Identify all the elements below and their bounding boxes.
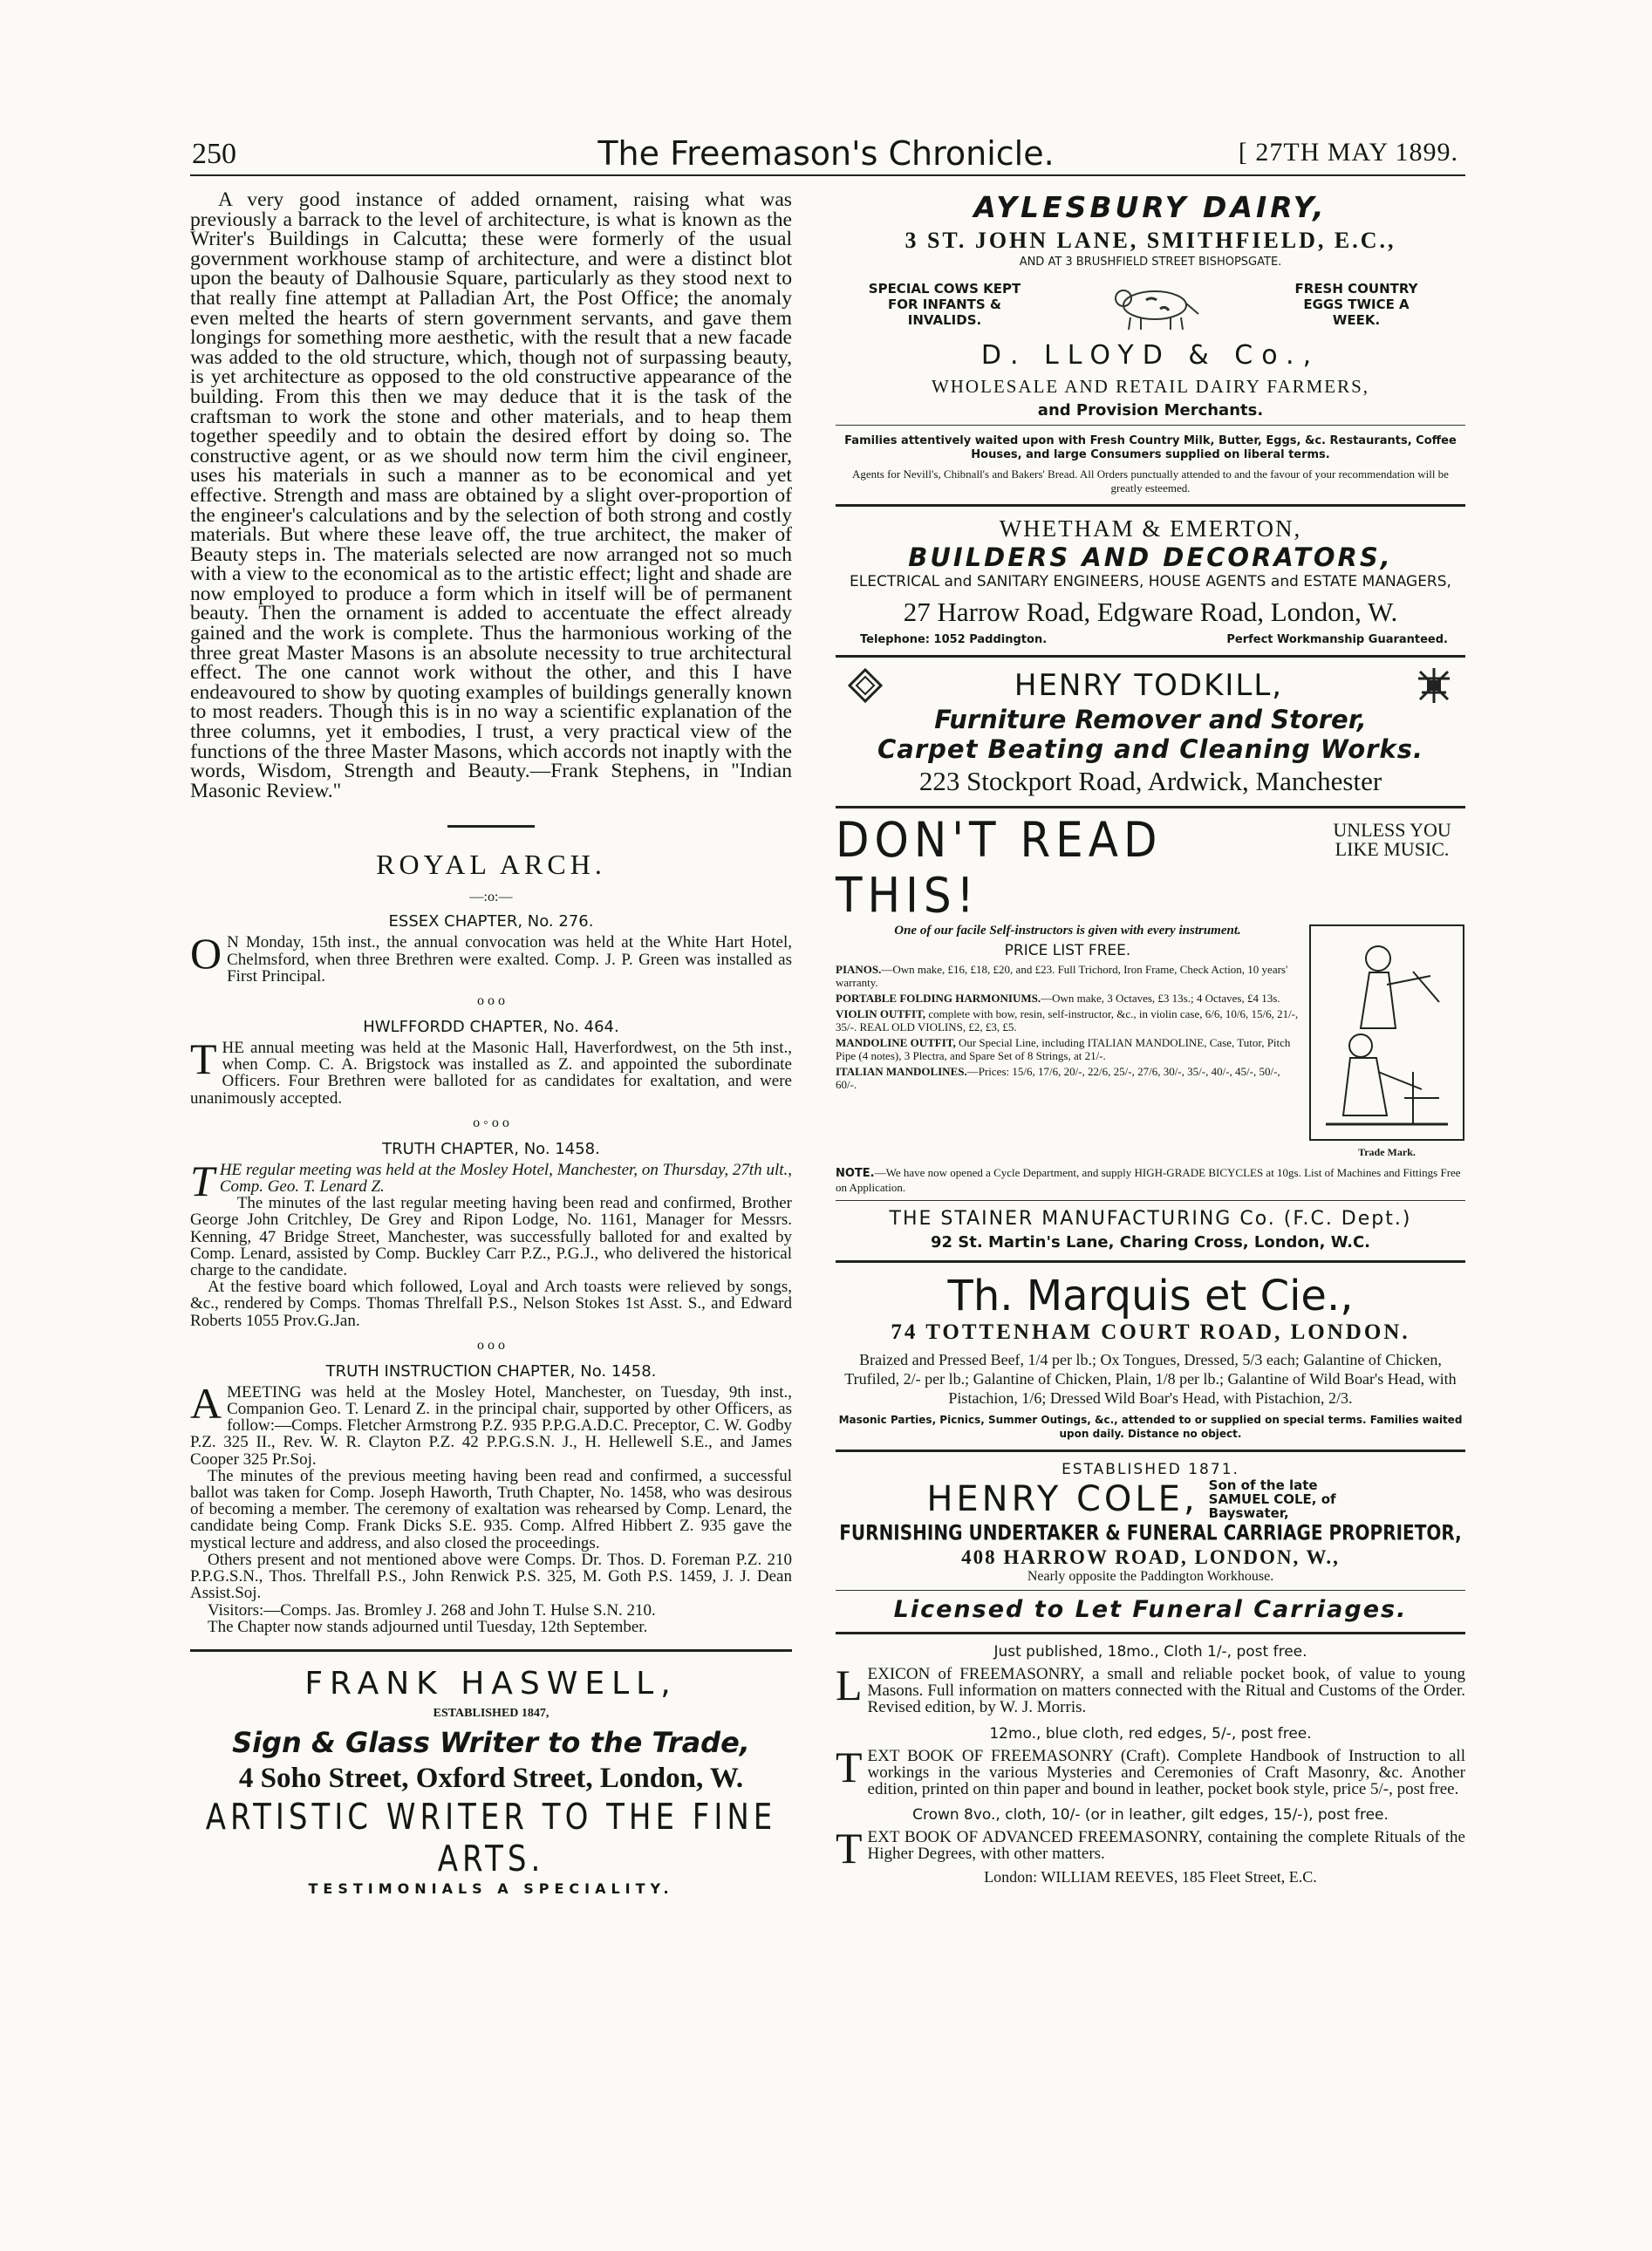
cole-name: HENRY COLE, [926, 1479, 1198, 1519]
whetham-address: 27 Harrow Road, Edgware Road, London, W. [903, 597, 1398, 627]
advanced-intro: Crown 8vo., cloth, 10/- (or in leather, gilt edges, 15/-), post free. [912, 1806, 1389, 1825]
marquis-products: Braized and Pressed Beef, 1/4 per lb.; Ox Tongues, Dressed, 5/3 each; Galantine of Chicken, Trufiled, 2/- per lb.; Galantine of Chicken, Plain, 1/8 per lb.; Galantine of Wild Boar's Head, with Pistachion, 1/6; Dressed Wild Boar's Head, with Pistachion, 2/3. [844, 1351, 1457, 1407]
divider [836, 1590, 1465, 1591]
cole-trade: FURNISHING UNDERTAKER & FUNERAL CARRIAGE PROPRIETOR, [839, 1519, 1462, 1545]
instruction-text-2: The minutes of the previous meeting having been read and confirmed, a successful ballot was taken for Comp. Joseph Haworth, Truth Chapter, No. 1458, who was desirous of becoming a member. The ceremony of exaltation was rehearsed by Comp. Lenard, the candidate being Comp. Frank Dicks S.E. 935. Comp. Alfred Hibbert Z. 935 gave the mystical lecture and address, and also closed the proceedings. [190, 1466, 792, 1552]
families-note: Families attentively waited upon with Fresh Country Milk, Butter, Eggs, &c. Restaurants, Coffee Houses, and large Consumers supplied on liberal terms. [844, 434, 1457, 461]
stainer-item: VIOLIN OUTFIT, complete with bow, resin, self-instructor, &c., in violin case, 6/6, 10/6, 15/6, 21/-, 35/-. REAL OLD VIOLINS, £2, £3, £5. [836, 1007, 1299, 1033]
aylesbury-ad [836, 190, 1465, 507]
haswell-testimonials: TESTIMONIALS A SPECIALITY. [308, 1879, 674, 1897]
hwlffordd-text: THE annual meeting was held at the Masonic Hall, Haverfordwest, on the 5th inst., when Comp. C. A. Brigstock was installed as Z. and appointed the subordinate Officers. Four Brethren were balloted for as candidates for exaltation, and were unanimously accepted. [190, 1034, 792, 1108]
truth-text-3: At the festive board which followed, Loyal and Arch toasts were relieved by songs, &c., rendered by Comps. Thomas Threlfall P.S., Nelson Stokes 1st Asst. S., and Edward Roberts 1055 Prov.G.Jan. [190, 1278, 792, 1330]
whetham-services: ELECTRICAL and SANITARY ENGINEERS, HOUSE AGENTS and ESTATE MANAGERS, [850, 573, 1451, 590]
lloyd-desc: WHOLESALE AND RETAIL DAIRY FARMERS, [931, 376, 1370, 397]
truth-text-2: The minutes of the last regular meeting having been read and confirmed, Brother George John Critchley, De Grey and Ripon Lodge, No. 1161, Manager for Messrs. Kenning, 47 Bridge Street, Manchester, was successfully balloted for and exalted by Comp. Lenard, assisted by Comp. Buckley Carr P.Z., P.G.J., who delivered the historical charge to the candidate. [190, 1194, 792, 1280]
stainer-item: PORTABLE FOLDING HARMONIUMS.—Own make, 3 Octaves, £3 13s.; 4 Octaves, £4 13s. [836, 992, 1280, 1005]
cole-tagline: Licensed to Let Funeral Carriages. [893, 1596, 1408, 1623]
header-rule [190, 174, 1465, 176]
agents-note: Agents for Nevill's, Chibnall's and Bakers' Bread. All Orders punctually attended to and the favour of your recommendation will be greatly esteemed. [852, 467, 1449, 495]
stainer-company: THE STAINER MANUFACTURING Co. (F.C. Dept.) [889, 1208, 1412, 1230]
aylesbury-title: AYLESBURY DAIRY, [973, 190, 1328, 224]
cole-address: 408 HARROW ROAD, LONDON, W., [961, 1546, 1340, 1568]
musicians-trademark-image [1308, 924, 1465, 1142]
separator: o o o [477, 1337, 505, 1353]
instruction-text-5: The Chapter now stands adjourned until Tuesday, 12th September. [208, 1617, 648, 1636]
instruction-heading: TRUTH INSTRUCTION CHAPTER, No. 1458. [325, 1361, 657, 1381]
whetham-guarantee: Perfect Workmanship Guaranteed. [1226, 633, 1448, 646]
publisher: London: WILLIAM REEVES, 185 Fleet Street, E.C. [984, 1867, 1317, 1886]
trade-mark-caption: Trade Mark. [1358, 1146, 1416, 1158]
stainer-note: NOTE.—We have now opened a Cycle Department, and supply HIGH-GRADE BICYCLES at 10gs. List of Machines and Fittings Free on Application. [836, 1166, 1461, 1194]
hwlffordd-heading: HWLFFORDD CHAPTER, No. 464. [363, 1018, 619, 1037]
royal-arch-title: ROYAL ARCH. [376, 849, 606, 881]
essex-heading: ESSEX CHAPTER, No. 276. [388, 912, 594, 931]
cole-established: ESTABLISHED 1871. [1062, 1461, 1239, 1478]
marquis-name: Th. Marquis et Cie., [947, 1272, 1354, 1320]
stainer-item: PIANOS.—Own make, £16, £18, £20, and £23. Full Trichord, Iron Frame, Check Action, 10 years' warranty. [836, 963, 1288, 989]
separator: o o o [477, 993, 505, 1009]
stainer-ad [836, 812, 1465, 1263]
stainer-headline: DON'T READ THIS! [836, 812, 1163, 924]
todkill-address: 223 Stockport Road, Ardwick, Manchester [918, 766, 1382, 796]
textbook-text: TEXT BOOK OF FREEMASONRY (Craft). Complete Handbook of Instruction to all workings in the various Mysteries and Ceremonies of Craft Masonry, &c. Another edition, printed on thin paper and bound in leather, pocket book style, price 5/-, post free. [836, 1742, 1465, 1799]
haswell-name: FRANK HASWELL, [304, 1665, 678, 1702]
page-number: 250 [192, 138, 236, 170]
instruction-text-4: Visitors:—Comps. Jas. Bromley J. 268 and John T. Hulse S.N. 210. [208, 1600, 656, 1620]
reeves-ad [836, 1643, 1465, 1886]
todkill-trade: Furniture Remover and Storer, [934, 705, 1367, 734]
lexicon-text: LEXICON of FREEMASONRY, a small and reliable pocket book, of value to young Masons. Full information on matters connected with the Ritual and Customs of the Order. Revised edition, by W. J. Morris. [836, 1661, 1465, 1717]
aylesbury-sub-address: AND AT 3 BRUSHFIELD STREET BISHOPSGATE. [1019, 256, 1282, 269]
stainer-side: UNLESS YOU LIKE MUSIC. [1333, 819, 1451, 860]
separator: o ◦ o o [473, 1115, 509, 1130]
price-list: PRICE LIST FREE. [1004, 942, 1131, 959]
whetham-telephone: Telephone: 1052 Paddington. [860, 633, 1048, 646]
cole-ad [836, 1461, 1465, 1634]
textbook-intro: 12mo., blue cloth, red edges, 5/-, post free. [989, 1724, 1312, 1743]
lloyd-firm: D. LLOYD & Co., [980, 340, 1321, 371]
stainer-intro: One of our facile Self-instructors is given with every instrument. [894, 924, 1241, 938]
stainer-item: ITALIAN MANDOLINES.—Prices: 15/6, 17/6, 20/-, 22/6, 25/-, 27/6, 30/-, 35/-, 40/-, 45/-, 50/-, 60/-. [836, 1065, 1280, 1091]
haswell-ad [190, 1666, 792, 1897]
aylesbury-address: 3 ST. JOHN LANE, SMITHFIELD, E.C., [905, 228, 1396, 253]
right-column [836, 190, 1465, 1886]
advanced-text: TEXT BOOK OF ADVANCED FREEMASONRY, containing the complete Rituals of the Higher Degrees, with other matters. [836, 1824, 1465, 1873]
instruction-text-1: AMEETING was held at the Mosley Hotel, Manchester, on Tuesday, 9th inst., Companion Geo. T. Lenard Z. in the principal chair, supported by other Officers, as follow:—Comps. Fletcher Armstrong P.Z. 935 P.P.G.A.D.C. Preceptor, C. W. Godby P.Z. 325 II., Rev. W. R. Clayton P.Z. 42 P.P.G.S.N. J., H. Hellewell S.E., and James Cooper 325 Pr.Soj. [190, 1378, 792, 1469]
diamond-icon [848, 668, 883, 703]
stainer-address: 92 St. Martin's Lane, Charing Cross, London, W.C. [930, 1233, 1370, 1252]
lexicon-intro: Just published, 18mo., Cloth 1/-, post free. [993, 1643, 1307, 1661]
todkill-name: HENRY TODKILL, [1014, 668, 1284, 703]
marquis-note: Masonic Parties, Picnics, Summer Outings, &c., attended to or supplied on special terms. Families waited upon daily. Distance no object. [838, 1414, 1463, 1440]
cow-icon [1102, 274, 1207, 335]
truth-heading: TRUTH CHAPTER, No. 1458. [382, 1139, 600, 1158]
todkill-ad [836, 666, 1465, 808]
whetham-name: WHETHAM & EMERTON, [999, 515, 1302, 542]
ad-rule [190, 1649, 792, 1652]
haswell-tagline: Sign & Glass Writer to the Trade, [232, 1725, 750, 1759]
haswell-slogan: ARTISTIC WRITER TO THE FINE ARTS. [205, 1796, 777, 1880]
whetham-ad [836, 515, 1465, 658]
todkill-trade2: Carpet Beating and Cleaning Works. [877, 734, 1423, 764]
whetham-trade: BUILDERS AND DECORATORS, [908, 542, 1393, 572]
haswell-established: ESTABLISHED 1847, [433, 1706, 550, 1720]
left-column [190, 190, 792, 1897]
divider [836, 1200, 1465, 1201]
instruction-text-3: Others present and not mentioned above were Comps. Dr. Thos. D. Foreman P.Z. 210 P.P.G.S.N., Thos. Threlfall P.S., John Renwick P.S. 325, M. Goth P.S. 1459, J. J. Dean Assist.Soj. [190, 1550, 792, 1603]
emblem-icon [1415, 666, 1453, 705]
divider [836, 425, 1465, 426]
cows-note: SPECIAL COWS KEPT FOR INFANTS & INVALIDS. [868, 281, 1021, 328]
eggs-note: FRESH COUNTRY EGGS TWICE A WEEK. [1294, 281, 1418, 328]
marquis-ad [836, 1272, 1465, 1452]
cole-near: Nearly opposite the Paddington Workhouse. [1027, 1569, 1274, 1584]
ornament: —:o:— [469, 890, 513, 905]
lloyd-desc2: and Provision Merchants. [1037, 401, 1264, 420]
article-text: A very good instance of added ornament, raising what was previously a barrack to the level of architecture, is what is known as the Writer's Buildings in Calcutta; these were formerly of the usual government workhouse stamp of architecture, and were a distinct blot upon the beauty of Dalhousie Square, particularly as they stood next to that really fine attempt at Palladian Art, the Post Office; the anomaly even melted the hearts of stern government servants, and gave them longings for something more aesthetic, with the result that a new facade was added to the old structure, which, though not of surpassing beauty, is yet architecture as opposed to the old constructive appearance of the building. From this then we may deduce that it is the task of the craftsman to work the stone and other materials, and to heap them together speedily and to obtain the desired effort by doing so. The constructive agent, or as we should now term him the civil engineer, uses his materials in such a manner as to be economical and yet effective. Strength and mass are obtained by a slight over-proportion of the engineer's calculations and by the selection of both strong and costly materials. But where these leave off, the true architect, the maker of Beauty steps in. The materials selected are now arranged not so much with a view to the economical as to the artistic effect; light and shade are now employed to produce a form which in itself will be of permanent beauty. Then the ornament is added to accentuate the effect already gained and the work is complete. Thus the harmonious working of the three great Master Masons is an absolute necessity to true architectural effect. The one cannot work without the other, and this I have endeavoured to show by quoting examples of buildings generally known to most readers. Though this is in no way a scientific explanation of the three columns, yet it embodies, I trust, a very practical view of the functions of the three Master Masons, which accords not inaptly with the words, Wisdom, Strength and Beauty.—Frank Stephens, in "Indian Masonic Review." [190, 188, 792, 802]
haswell-address: 4 Soho Street, Oxford Street, London, W. [238, 1762, 744, 1794]
cole-son-of: Son of the late SAMUEL COLE, of Bayswater, [1208, 1477, 1336, 1521]
newspaper-title: The Freemason's Chronicle. [597, 134, 1055, 173]
issue-date: [ 27TH MAY 1899. [1238, 138, 1458, 167]
truth-text-1: THE regular meeting was held at the Mosley Hotel, Manchester, on Thursday, 27th ult., Comp. Geo. T. Lenard Z. [190, 1156, 792, 1205]
essex-text: ON Monday, 15th inst., the annual convocation was held at the White Hart Hotel, Chelmsford, when three Brethren were exalted. Comp. J. P. Green was installed as First Principal. [190, 929, 792, 986]
stainer-item: MANDOLINE OUTFIT, Our Special Line, including ITALIAN MANDOLINE, Case, Tutor, Pitch Pipe (4 notes), 3 Plectra, and Spare Set of 8 Strings, at 21/-. [836, 1036, 1291, 1062]
marquis-address: 74 TOTTENHAM COURT ROAD, LONDON. [891, 1320, 1410, 1344]
